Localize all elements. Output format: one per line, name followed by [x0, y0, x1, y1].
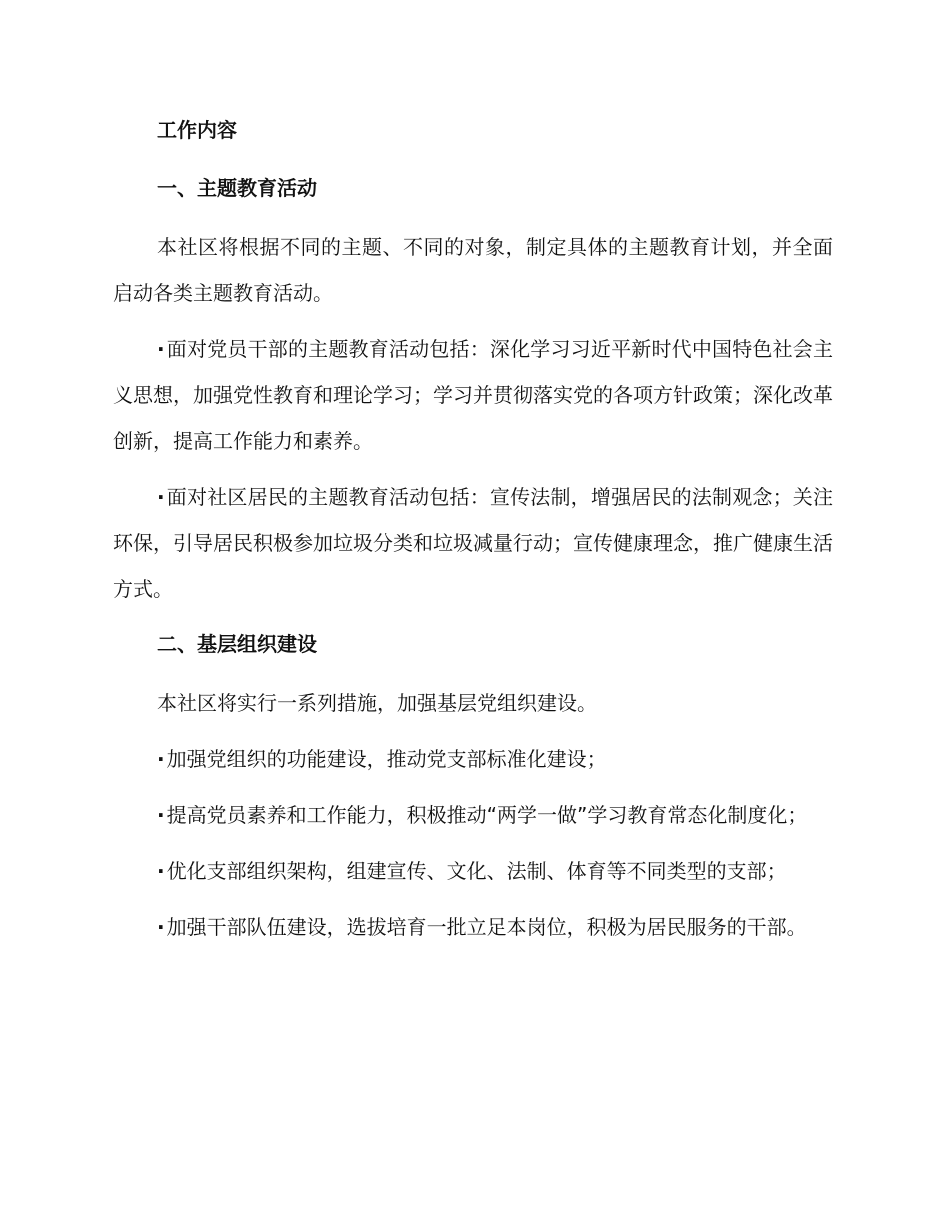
section-heading-theme-education: 一、主题教育活动 — [157, 176, 317, 200]
paragraph-intro-grassroots: 本社区将实行一系列措施，加强基层党组织建设。 — [157, 691, 597, 715]
section-heading-grassroots-organization: 二、基层组织建设 — [157, 632, 317, 656]
bullet-cadre-team: · 加强干部队伍建设，选拔培育一批立足本岗位，积极为居民服务的干部。 — [113, 904, 833, 950]
bullet-member-quality: · 提高党员素养和工作能力，积极推动“两学一做”学习教育常态化制度化； — [113, 792, 833, 838]
bullet-function-building: · 加强党组织的功能建设，推动党支部标准化建设； — [113, 736, 833, 782]
section-title-work-content: 工作内容 — [157, 118, 237, 142]
bullet-branch-structure: · 优化支部组织架构，组建宣传、文化、法制、体育等不同类型的支部； — [113, 848, 833, 894]
paragraph-intro-theme-education: 本社区将根据不同的主题、不同的对象，制定具体的主题教育计划，并全面启动各类主题教育活动。 — [113, 235, 833, 305]
bullet-party-cadres: · 面对党员干部的主题教育活动包括：深化学习习近平新时代中国特色社会主义思想，加强党性教育和理论学习；学习并贯彻落实党的各项方针政策；深化改革创新，提高工作能力和素养。 — [113, 326, 833, 464]
bullet-community-residents: · 面对社区居民的主题教育活动包括：宣传法制，增强居民的法制观念；关注环保，引导居民积极参加垃圾分类和垃圾减量行动；宣传健康理念，推广健康生活方式。 — [113, 474, 833, 612]
document-page — [113, 108, 833, 960]
